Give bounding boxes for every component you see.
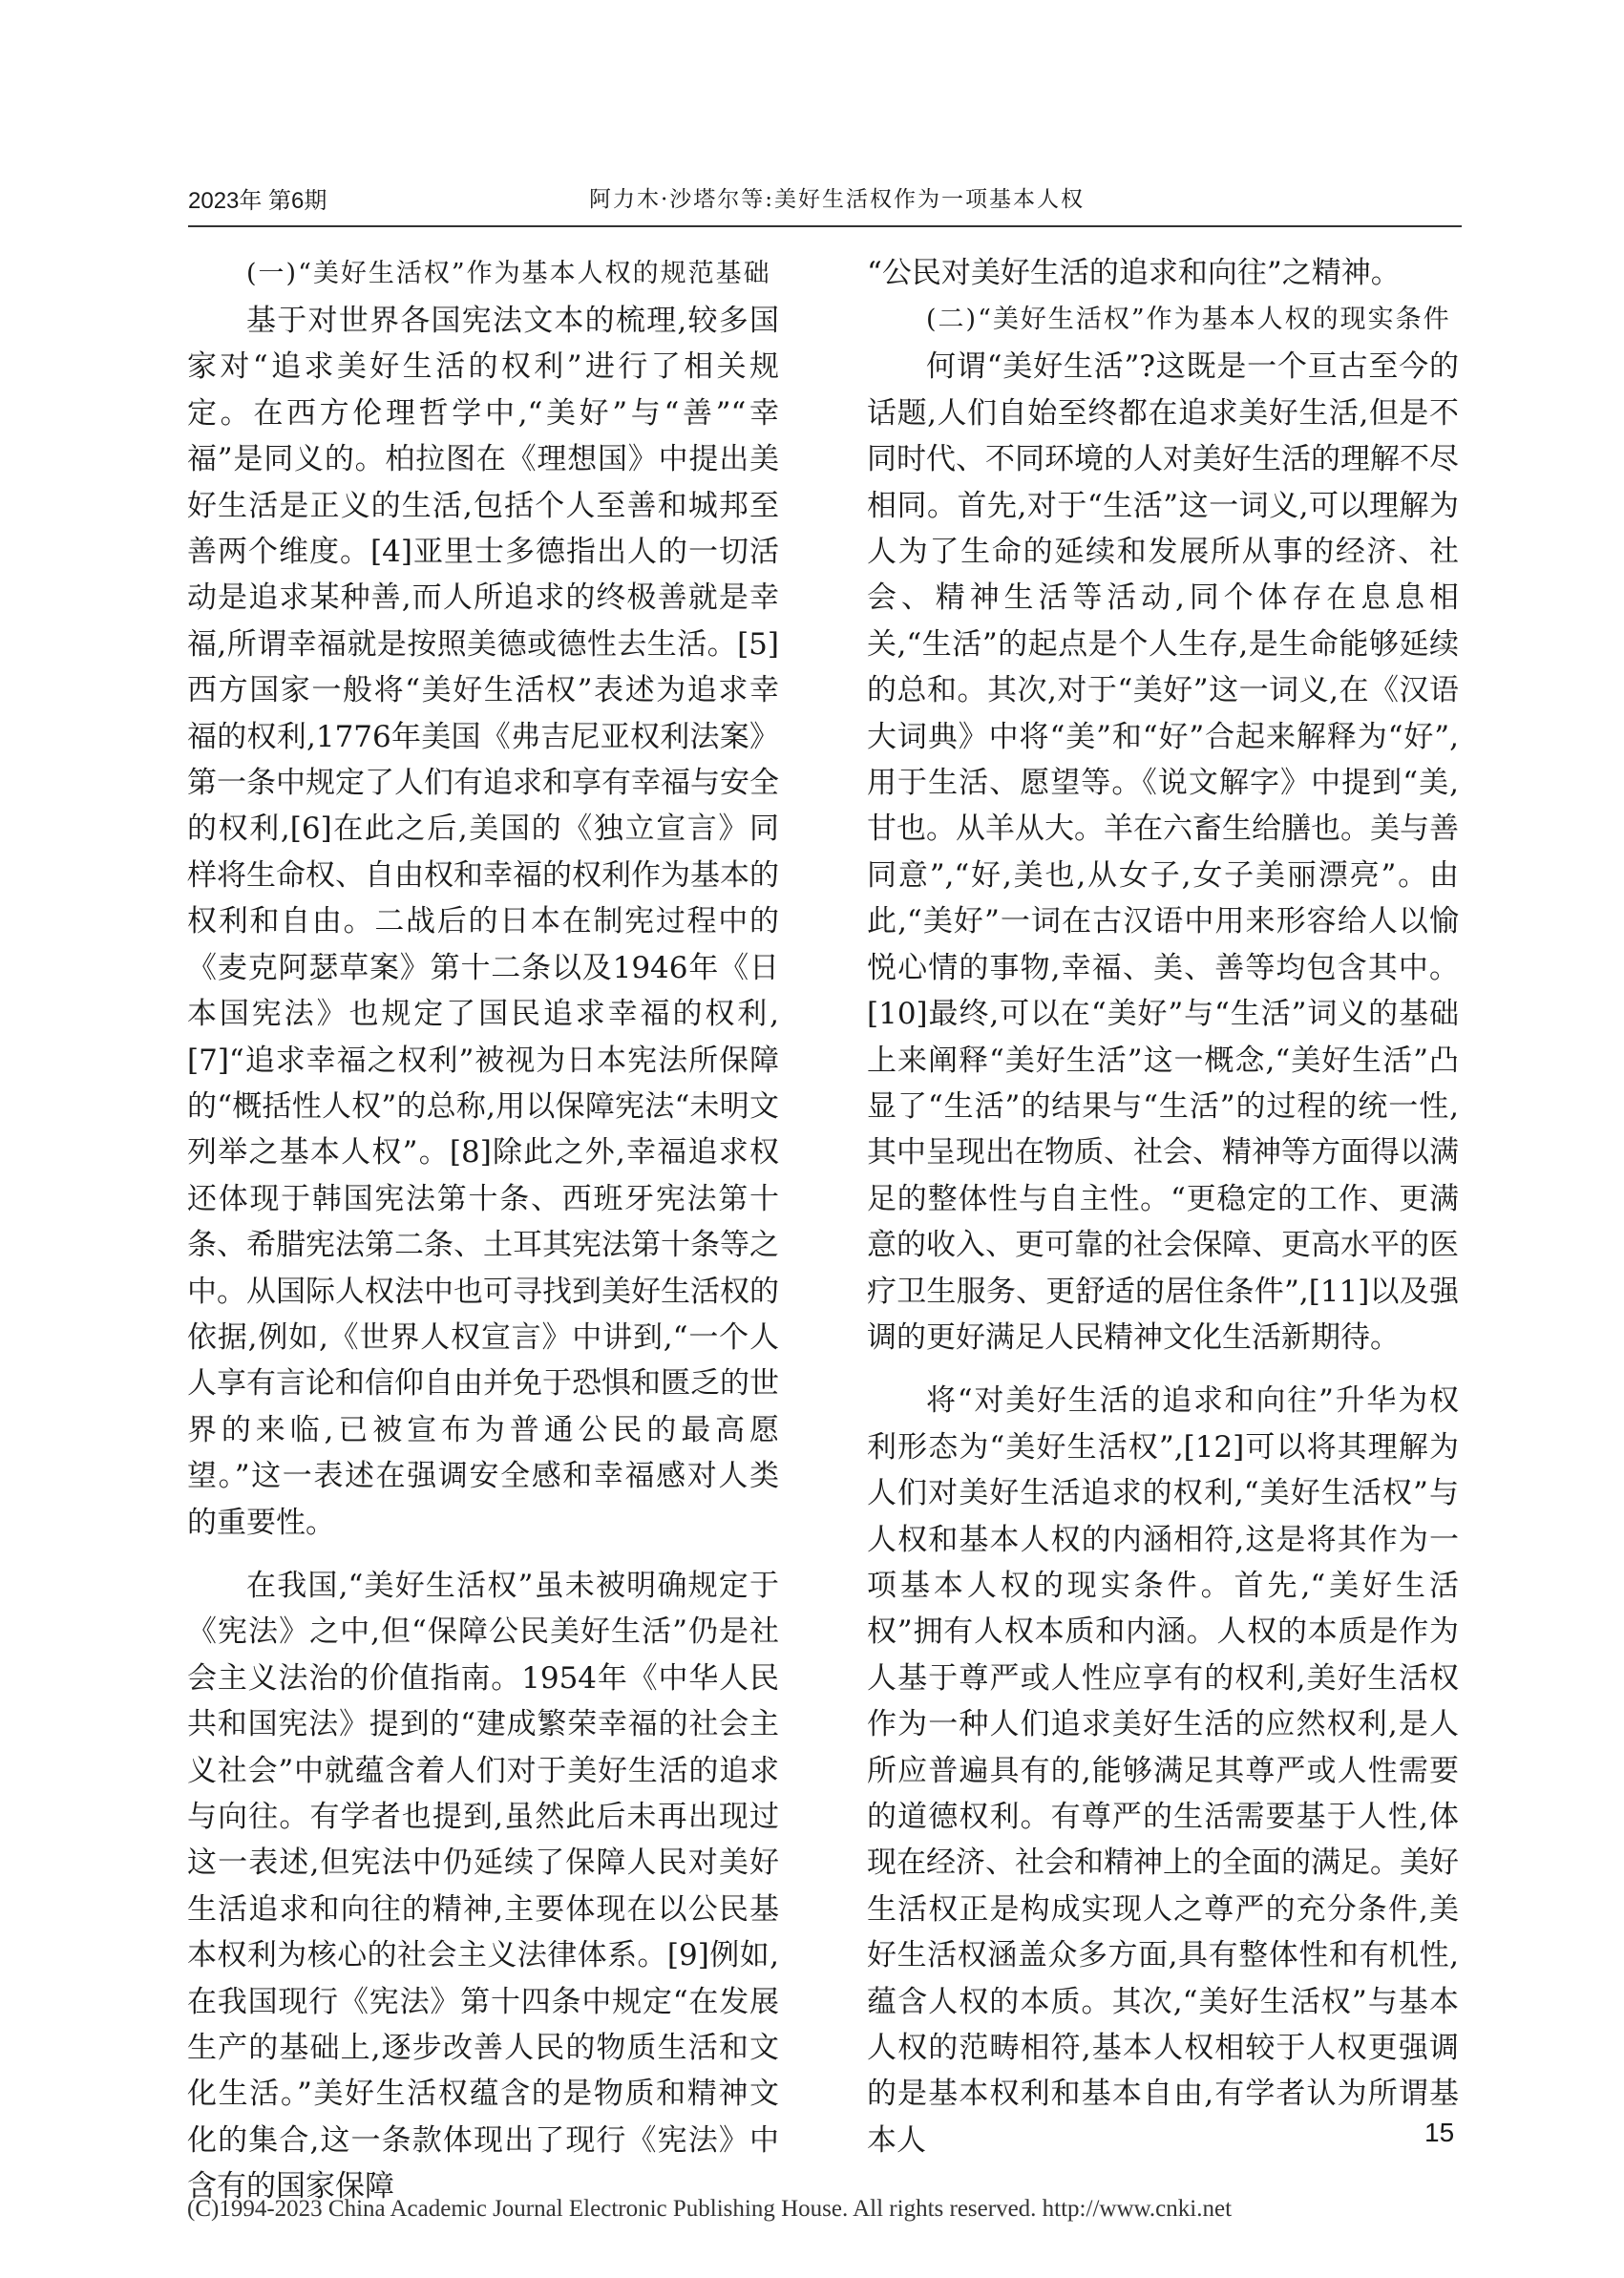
running-header bbox=[188, 181, 1462, 227]
body-paragraph: 将“对美好生活的追求和向往”升华为权利形态为“美好生活权”,[12]可以将其理解为人们对美好生活追求的权利,“美好生活权”与人权和基本人权的内涵相符,这是将其作为一项基本人权的现实条件。首先,“美好生活权”拥有人权本质和内涵。人权的本质是作为人基于尊严或人性应享有的权利,美好生活权作为一种人们追求美好生活的应然权利,是人所应普遍具有的,能够满足其尊严或人性需要的道德权利。有尊严的生活需要基于人性,体现在经济、社会和精神上的全面的满足。美好生活权正是构成实现人之尊严的充分条件,美好生活权涵盖众多方面,具有整体性和有机性,蕴含人权的本质。其次,“美好生活权”与基本人权的范畴相符,基本人权相较于人权更强调的是基本权利和基本自由,有学者认为所谓基本人 bbox=[867, 1383, 1459, 2158]
section-heading-1: (一)“美好生活权”作为基本人权的规范基础 bbox=[246, 259, 771, 288]
copyright-footer: (C)1994-2023 China Academic Journal Electronic Publishing House. All rights reserved. http://www.cnki.net bbox=[187, 2196, 1233, 2222]
body-paragraph: 在我国,“美好生活权”虽未被明确规定于《宪法》之中,但“保障公民美好生活”仍是社会主义法治的价值指南。1954年《中华人民共和国宪法》提到的“建成繁荣幸福的社会主义社会”中就蕴含着人们对于美好生活的追求与向往。有学者也提到,虽然此后未再出现过这一表述,但宪法中仍延续了保障人民对美好生活追求和向往的精神,主要体现在以公民基本权利为核心的社会主义法律体系。[9]例如,在我国现行《宪法》第十四条中规定“在发展生产的基础上,逐步改善人民的物质生活和文化生活。”美好生活权蕴含的是物质和精神文化的集合,这一条款体现出了现行《宪法》中含有的国家保障 bbox=[187, 1568, 779, 2204]
left-column bbox=[187, 250, 779, 2210]
body-paragraph-continuation: “公民对美好生活的追求和向往”之精神。 bbox=[867, 256, 1401, 290]
body-paragraph: 何谓“美好生活”?这既是一个亘古至今的话题,人们自始至终都在追求美好生活,但是不同时代、不同环境的人对美好生活的理解不尽相同。首先,对于“生活”这一词义,可以理解为人为了生命的延续和发展所从事的经济、社会、精神生活等活动,同个体存在息息相关,“生活”的起点是个人生存,是生命能够延续的总和。其次,对于“美好”这一词义,在《汉语大词典》中将“美”和“好”合起来解释为“好”,用于生活、愿望等。《说文解字》中提到“美,甘也。从羊从大。羊在六畜生给膳也。美与善同意”,“好,美也,从女子,女子美丽漂亮”。由此,“美好”一词在古汉语中用来形容给人以愉悦心情的事物,幸福、美、善等均包含其中。[10]最终,可以在“美好”与“生活”词义的基础上来阐释“美好生活”这一概念,“美好生活”凸显了“生活”的结果与“生活”的过程的统一性,其中呈现出在物质、社会、精神等方面得以满足的整体性与自主性。“更稳定的工作、更满意的收入、更可靠的社会保障、更高水平的医疗卫生服务、更舒适的居住条件”,[11]以及强调的更好满足人民精神文化生活新期待。 bbox=[867, 349, 1459, 1355]
right-column bbox=[867, 250, 1459, 2163]
page-number: 15 bbox=[1424, 2118, 1455, 2147]
section-heading-2: (二)“美好生活权”作为基本人权的现实条件 bbox=[926, 305, 1451, 335]
journal-issue: 2023年 第6期 bbox=[188, 188, 327, 214]
body-paragraph: 基于对世界各国宪法文本的梳理,较多国家对“追求美好生活的权利”进行了相关规定。在西方伦理哲学中,“美好”与“善”“幸福”是同义的。柏拉图在《理想国》中提出美好生活是正义的生活,包括个人至善和城邦至善两个维度。[4]亚里士多德指出人的一切活动是追求某种善,而人所追求的终极善就是幸福,所谓幸福就是按照美德或德性去生活。[5]西方国家一般将“美好生活权”表述为追求幸福的权利,1776年美国《弗吉尼亚权利法案》第一条中规定了人们有追求和享有幸福与安全的权利,[6]在此之后,美国的《独立宣言》同样将生命权、自由权和幸福的权利作为基本的权利和自由。二战后的日本在制宪过程中的《麦克阿瑟草案》第十二条以及1946年《日本国宪法》也规定了国民追求幸福的权利,[7]“追求幸福之权利”被视为日本宪法所保障的“概括性人权”的总称,用以保障宪法“未明文列举之基本人权”。[8]除此之外,幸福追求权还体现于韩国宪法第十条、西班牙宪法第十条、希腊宪法第二条、土耳其宪法第十条等之中。从国际人权法中也可寻找到美好生活权的依据,例如,《世界人权宣言》中讲到,“一个人人享有言论和信仰自由并免于恐惧和匮乏的世界的来临,已被宣布为普通公民的最高愿望。”这一表述在强调安全感和幸福感对人类的重要性。 bbox=[187, 304, 779, 1540]
running-title: 阿力木·沙塔尔等:美好生活权作为一项基本人权 bbox=[589, 187, 1086, 212]
